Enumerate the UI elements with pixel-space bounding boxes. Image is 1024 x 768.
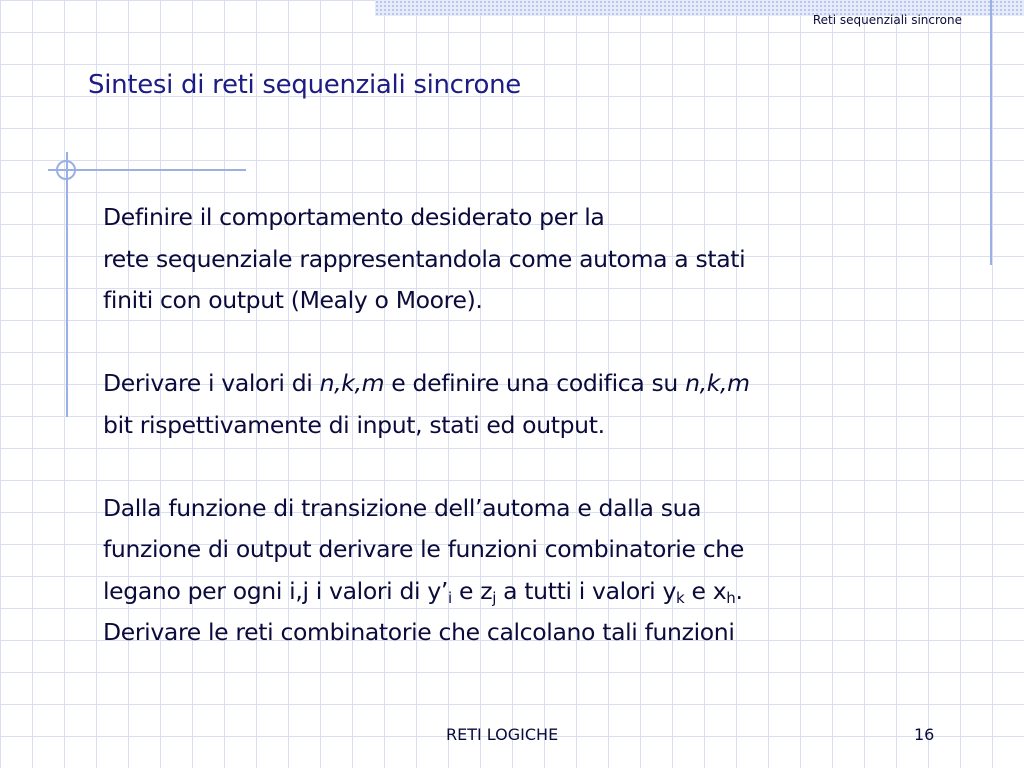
paragraph-3-line-1: Dalla funzione di transizione dell’automa e dalla sua [103, 493, 702, 522]
decorative-vertical-line [990, 0, 992, 265]
variables-n-k-m: n,k,m [685, 369, 750, 397]
slide-body [103, 197, 983, 654]
header-title: Reti sequenziali sincrone [812, 13, 962, 27]
crosshair-circle-icon [56, 160, 76, 180]
paragraph-3-line-3: legano per ogni i,j i valori di $y’_i$ e $z_j$ a tutti i valori $y_k$ e $x_h$. [103, 576, 743, 607]
crosshair-horizontal-line [48, 169, 246, 171]
paragraph-3-line-4: Derivare le reti combinatorie che calcolano tali funzioni [103, 618, 735, 646]
paragraph-2-line-2: bit rispettivamente di input, stati ed output. [103, 410, 605, 439]
variables-n-k-m: n,k,m [319, 369, 385, 397]
paragraph-1-line-1: Definire il comportamento desiderato per la [103, 203, 605, 231]
footer-title: RETI LOGICHE [446, 725, 559, 744]
paragraph-3-line-2: funzione di output derivare le funzioni combinatorie che [103, 535, 744, 563]
paragraph-2-line-1: Derivare i valori di n,k,m e definire una codifica su n,k,m [103, 369, 750, 397]
page-number: 16 [914, 725, 935, 744]
slide-title: Sintesi di reti sequenziali sincrone [88, 70, 521, 100]
paragraph-1-line-3: finiti con output (Mealy o Moore). [103, 286, 483, 314]
paragraph-1-line-2: rete sequenziale rappresentandola come automa a stati [103, 244, 746, 273]
crosshair-vertical-line [66, 152, 68, 417]
